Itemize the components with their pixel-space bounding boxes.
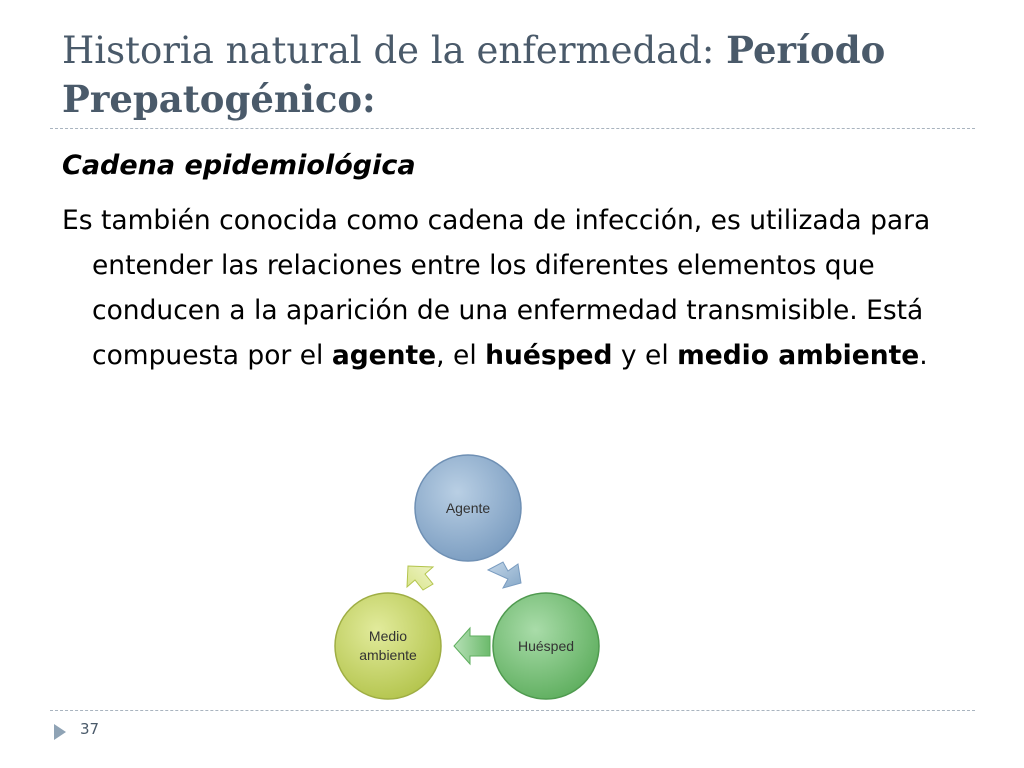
triangle-bullet-icon [52, 722, 68, 742]
body-paragraph [62, 198, 997, 378]
page-number: 37 [80, 720, 100, 738]
node-medio-ambiente-circle [335, 593, 441, 699]
node-medio-label-line1: Medio [368, 628, 408, 644]
title-normal: Historia natural de la enfermedad: [62, 29, 727, 72]
arrow-agente-to-huesped [488, 562, 521, 588]
arrow-huesped-to-medio [454, 628, 490, 664]
footer-divider [50, 710, 975, 711]
node-agente [415, 455, 521, 561]
term-medio-ambiente: medio ambiente [677, 340, 920, 371]
slide-title [62, 26, 962, 124]
epidemiological-chain-diagram [320, 440, 620, 710]
term-agente: agente [331, 340, 437, 371]
body-text-part1: Es también conocida como cadena de infección, es utilizada para entender las relaciones entre los diferentes elementos que conducen a la aparición de una enfermedad transmisible. Está compuesta por el [62, 205, 931, 371]
arrow-medio-to-agente [407, 566, 433, 590]
subtitle: Cadena epidemiológica [62, 150, 416, 181]
body-text-part2: , el [436, 340, 486, 371]
node-huesped [493, 593, 599, 699]
term-huesped: huésped [485, 340, 613, 371]
node-medio-ambiente [335, 593, 441, 699]
body-text-part3: y el [612, 340, 678, 371]
node-medio-label-line2: ambiente [359, 647, 417, 663]
node-huesped-label: Huésped [517, 638, 575, 654]
title-divider [50, 128, 975, 129]
node-agente-label: Agente [445, 500, 491, 516]
body-text-part4: . [919, 340, 928, 371]
title-bold: Período Prepatogénico: [62, 28, 886, 121]
